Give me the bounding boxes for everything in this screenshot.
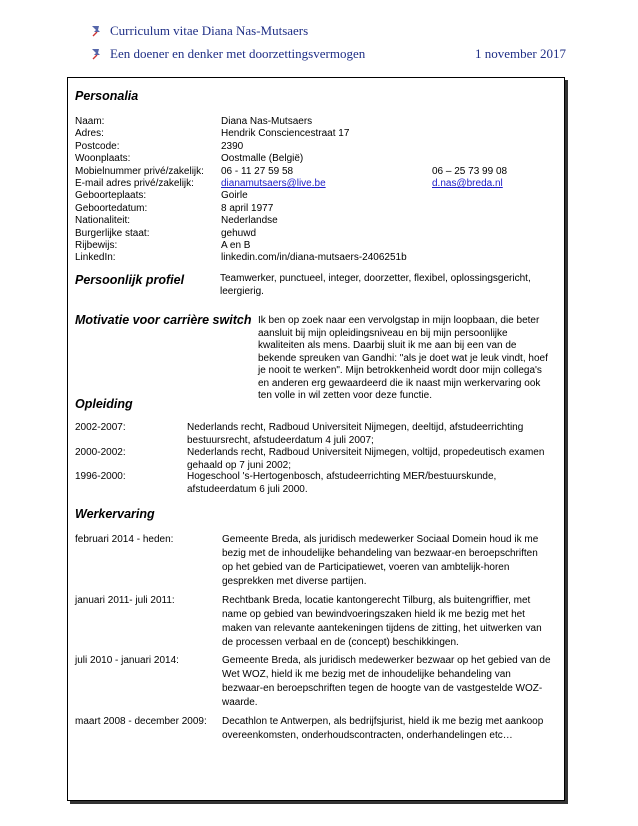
opleiding-line: gehaald op 7 juni 2002; [187,459,291,471]
personalia-value: gehuwd [221,228,257,239]
werk-line: Gemeente Breda, als juridisch medewerker Sociaal Domein houd ik me [222,534,539,545]
section-title-personalia: Personalia [75,89,139,103]
email-link[interactable]: dianamutsaers@live.be [221,178,326,189]
personalia-label: Naam: [75,116,105,127]
personalia-label: Geboorteplaats: [75,190,147,201]
header-subtitle: Een doener en denker met doorzettingsvermogen [110,46,366,61]
opleiding-period: 2002-2007: [75,422,126,433]
section-title-opleiding: Opleiding [75,397,133,411]
personalia-label: Mobielnummer privé/zakelijk: [75,166,204,177]
werk-line: maken van relevante aantekeningen tijdens de zitting, het uitwerken van [222,623,542,634]
werk-line: op het gebied van de Participatiewet, voeren van ambtelijk-horen [222,562,510,573]
personalia-label: Rijbewijs: [75,240,118,251]
werk-period: januari 2011- juli 2011: [75,595,175,606]
werk-line: bezwaar-en beroepschriften tegen de hoogte van de vastgestelde WOZ- [222,683,543,694]
personalia-label: Geboortedatum: [75,203,148,214]
profiel-line: Teamwerker, punctueel, integer, doorzetter, flexibel, oplossingsgericht, [220,273,531,284]
motivatie-line: Ik ben op zoek naar een vervolgstap in mijn loopbaan, die beter [258,315,540,326]
opleiding-line: bestuursrecht, afstudeerdatum 4 juli 2007; [187,434,374,446]
werk-line: de processen verbaal en de (concept) beschikkingen. [222,637,459,648]
pushpin-icon [90,48,104,60]
personalia-value: Nederlandse [221,215,278,226]
werk-period: juli 2010 - januari 2014: [75,655,179,666]
personalia-value: Hendrik Consciencestraat 17 [221,128,350,139]
personalia-value: A en B [221,240,251,251]
werk-period: februari 2014 - heden: [75,534,174,545]
personalia-label: Postcode: [75,141,120,152]
werk-line: Wet WOZ, hield ik me bezig met de inhoudelijke behandeling van [222,669,511,680]
motivatie-line: aansluit bij mijn opleidingsniveau en bij mijn persoonlijke [258,327,508,339]
personalia-label: Nationaliteit: [75,215,131,226]
email-link[interactable]: d.nas@breda.nl [432,178,503,189]
section-title-profiel: Persoonlijk profiel [75,273,185,287]
opleiding-line: afstudeerdatum 6 juli 2000. [187,483,308,495]
werk-line: name op gebied van bewindvoeringszaken hield ik me bezig met het [222,609,525,620]
personalia-value: 2390 [221,141,244,152]
header-title: Curriculum vitae Diana Nas-Mutsaers [110,23,309,38]
werk-line: bezig met de inhoudelijke behandeling van bezwaar-en beroepschriften [222,548,538,559]
werk-line: Decathlon te Antwerpen, als bedrijfsjurist, hield ik me bezig met aankoop [222,716,544,727]
personalia-value: 8 april 1977 [221,203,274,214]
profiel-line: leergierig. [220,286,264,297]
personalia-label: Burgerlijke staat: [75,228,150,239]
werk-line: overeenkomsten, onderhoudscontracten, onderhandelingen etc… [222,730,513,741]
opleiding-period: 2000-2002: [75,447,126,458]
personalia-value: 06 - 11 27 59 58 [221,166,294,177]
werk-line: waarde. [222,697,258,708]
opleiding-line: Nederlands recht, Radboud Universiteit Nijmegen, deeltijd, afstudeerrichting [187,422,524,433]
motivatie-line: kwaliteiten als mens. Daarbij sluit ik me aan bij een van de [258,340,517,351]
opleiding-line: Hogeschool 's-Hertogenbosch, afstudeerrichting MER/bestuurskunde, [187,471,497,482]
header-date: 1 november 2017 [475,46,566,61]
personalia-label: E-mail adres privé/zakelijk: [75,178,194,189]
motivatie-line: ten volle in wil zetten voor deze functie. [258,390,432,401]
motivatie-line: bekende spreuken van Gandhi: "als je doet wat je leuk vindt, hoef [258,352,548,364]
personalia-value: Goirle [221,190,248,201]
section-title-werkervaring: Werkervaring [75,507,155,521]
motivatie-line: en anderen erg gewaardeerd die ik naast mijn werkervaring ook [258,377,541,389]
personalia-label: Woonplaats: [75,153,131,164]
werk-line: Gemeente Breda, als juridisch medewerker bezwaar op het gebied van de [222,655,551,666]
personalia-extra: 06 – 25 73 99 08 [432,166,508,177]
section-title-motivatie: Motivatie voor carrière switch [75,313,252,327]
pushpin-icon [90,25,104,37]
motivatie-line: je nooit te werken". Mijn betrokkenheid wordt door mijn collega's [258,365,542,376]
werk-line: gesprekken met diverse partijen. [222,576,367,587]
personalia-value: Diana Nas-Mutsaers [221,116,313,127]
werk-period: maart 2008 - december 2009: [75,716,207,727]
personalia-label: LinkedIn: [75,252,116,263]
personalia-value: Oostmalle (België) [221,153,304,164]
personalia-label: Adres: [75,128,104,139]
opleiding-line: Nederlands recht, Radboud Universiteit Nijmegen, voltijd, propedeutisch examen [187,447,545,458]
opleiding-period: 1996-2000: [75,471,126,482]
werk-line: Rechtbank Breda, locatie kantongerecht Tilburg, als buitengriffier, met [222,595,531,606]
personalia-value: linkedin.com/in/diana-mutsaers-2406251b [221,252,407,263]
